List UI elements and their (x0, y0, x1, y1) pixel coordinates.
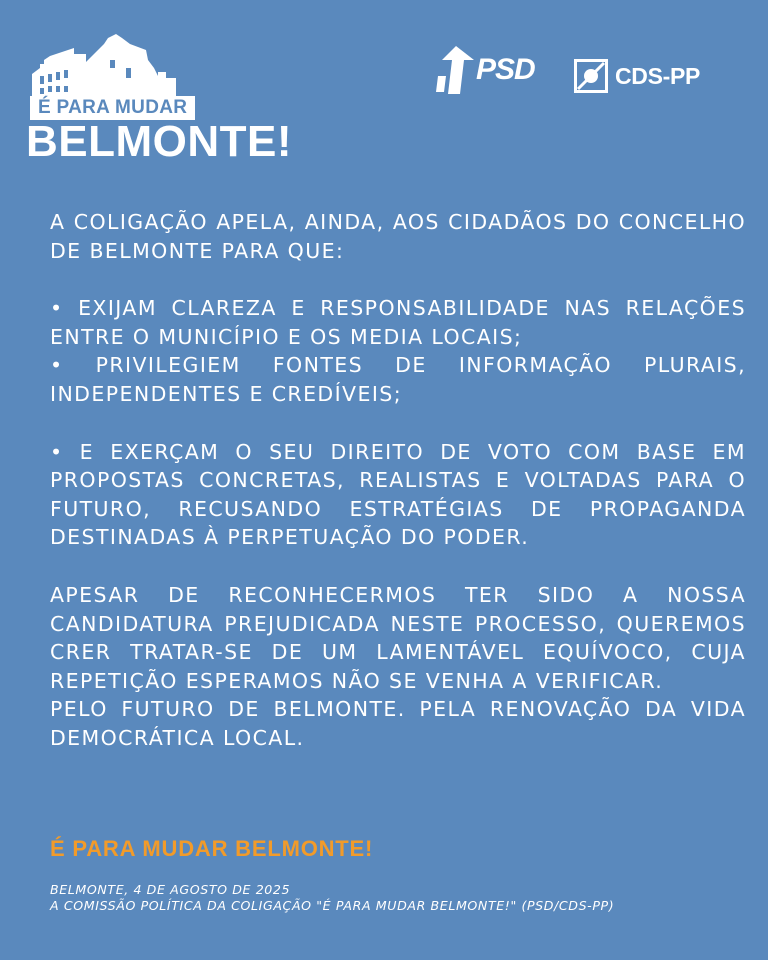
footer-place-date: BELMONTE, 4 DE AGOSTO DE 2025 (50, 882, 291, 897)
castle-icon (30, 34, 180, 98)
bullet-clarity: • EXIJAM CLAREZA E RESPONSABILIDADE NAS RELAÇÕES ENTRE O MUNICÍPIO E OS MEDIA LOCAIS; (50, 296, 746, 349)
campaign-logo (26, 34, 296, 164)
cds-emblem-icon (574, 59, 608, 93)
cds-label: CDS-PP (615, 62, 701, 89)
psd-logo (436, 46, 535, 94)
psd-label: PSD (476, 53, 535, 86)
closing-paragraph: PELO FUTURO DE BELMONTE. PELA RENOVAÇÃO DA VIDA DEMOCRÁTICA LOCAL. (50, 697, 746, 750)
logo-title: BELMONTE! (26, 117, 293, 166)
statement-body (50, 208, 746, 753)
psd-arrow-icon (436, 46, 474, 94)
signature-footer (50, 882, 614, 914)
closing-slogan: É PARA MUDAR BELMONTE! (50, 836, 374, 861)
logo-slogan: É PARA MUDAR (30, 96, 195, 120)
bullet-sources: • PRIVILEGIEM FONTES DE INFORMAÇÃO PLURAIS, INDEPENDENTES E CREDÍVEIS; (50, 353, 746, 406)
candidacy-paragraph: APESAR DE RECONHECERMOS TER SIDO A NOSSA CANDIDATURA PREJUDICADA NESTE PROCESSO, QUEREMOS CRER TRATAR-SE DE UM LAMENTÁVEL EQUÍVOCO, CUJA REPETIÇÃO ESPERAMOS NÃO SE VENHA A VERIFICAR. (50, 582, 746, 693)
bullet-vote: • E EXERÇAM O SEU DIREITO DE VOTO COM BASE EM PROPOSTAS CONCRETAS, REALISTAS E VOLTADAS PARA O FUTURO, RECUSANDO ESTRATÉGIAS DE PROPAGANDA DESTINADAS À PERPETUAÇÃO DO PODER. (50, 439, 746, 550)
footer-signatory: A COMISSÃO POLÍTICA DA COLIGAÇÃO "É PARA MUDAR BELMONTE!" (PSD/CDS-PP) (50, 898, 615, 913)
intro-paragraph: A COLIGAÇÃO APELA, AINDA, AOS CIDADÃOS DO CONCELHO DE BELMONTE PARA QUE: (50, 210, 746, 263)
cds-logo (574, 58, 700, 94)
